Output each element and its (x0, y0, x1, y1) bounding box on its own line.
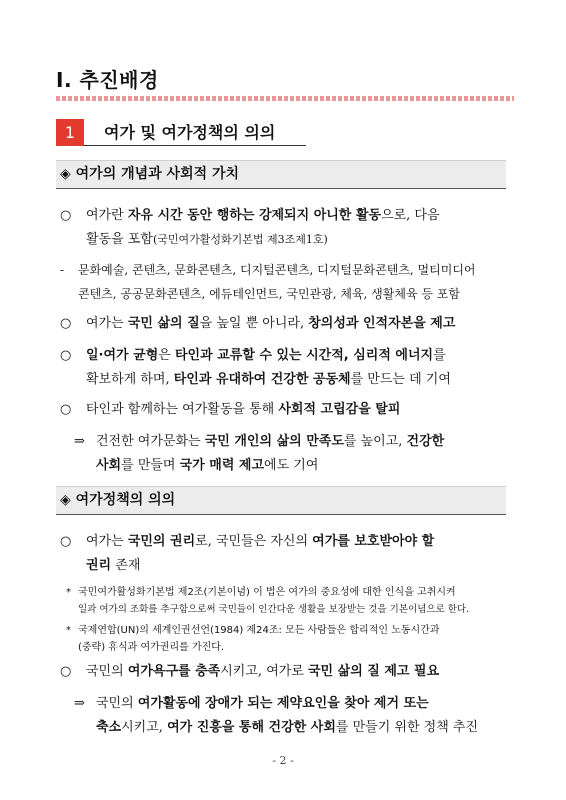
paragraph-leisure-definition: ○ 여가란 자유 시간 동안 행하는 강제되지 아니한 활동으로, 다음 활동을 포함(국민여가활성화기본법 제3조제1호) (60, 204, 516, 252)
page-number: - 2 - (272, 754, 294, 767)
paragraph-policy-promotion: ⇒ 국민의 여가활동에 장애가 되는 제약요인을 찾아 제거 또는 축소시키고, 여가 진흥을 통해 건강한 사회를 만들기 위한 정책 추진 (74, 692, 516, 740)
arrow-bullet: ⇒ (74, 434, 85, 449)
circle-bullet: ○ (60, 534, 72, 549)
footnote-un-declaration: * 국제연합(UN)의 세계인권선언(1984) 제24조: 모든 사람들은 합리적인 노동시간과 (중략) 휴식과 여가권리를 가진다. (66, 622, 516, 656)
circle-bullet: ○ (60, 348, 72, 363)
paragraph-social-isolation: ○ 타인과 함께하는 여가활동을 통해 사회적 고립감을 탈피 (60, 398, 516, 422)
diamond-marker-icon: ◈ (60, 492, 71, 508)
section-number-badge: 1 (56, 119, 84, 146)
chapter-heading: Ⅰ. 추진배경 (56, 68, 159, 92)
asterisk-marker: * (66, 625, 71, 636)
subsection-label: 여가의 개념과 사회적 가치 (75, 166, 240, 182)
diamond-marker-icon: ◈ (60, 166, 71, 182)
paragraph-included-activities: - 문화예술, 콘텐츠, 문화콘텐츠, 디지털콘텐츠, 디지털문화콘텐츠, 멀티미디어 콘텐츠, 공공문화콘텐츠, 에듀테인먼트, 국민관광, 체육, 생활체육 등 포함 (60, 258, 516, 306)
paragraph-work-life-balance: ○ 일·여가 균형은 타인과 교류할 수 있는 시간적, 심리적 에너지를 확보하게 하며, 타인과 유대하여 건강한 공동체를 만드는 데 기여 (60, 344, 516, 392)
dash-bullet: - (60, 263, 65, 277)
paragraph-leisure-right: ○ 여가는 국민의 권리로, 국민들은 자신의 여가를 보호받아야 할 권리 존재 (60, 530, 516, 578)
section-title-underline (84, 145, 306, 146)
circle-bullet: ○ (60, 316, 72, 331)
arrow-bullet: ⇒ (74, 696, 85, 711)
paragraph-quality-of-life: ○ 여가는 국민 삶의 질을 높일 뿐 아니라, 창의성과 인적자본을 제고 (60, 312, 516, 336)
circle-bullet: ○ (60, 208, 72, 223)
footnote-basic-law: * 국민여가활성화기본법 제2조(기본이념) 이 법은 여가의 중요성에 대한 인식을 고취시켜 일과 여가의 조화를 추구함으로써 국민들이 인간다운 생활을 보장받는 것을 기본이념으로 한다. (66, 584, 516, 618)
subsection-underline (56, 514, 506, 515)
paragraph-healthy-society: ⇒ 건전한 여가문화는 국민 개인의 삶의 만족도를 높이고, 건강한 사회를 만들며 국가 매력 제고에도 기여 (74, 430, 516, 478)
circle-bullet: ○ (60, 402, 72, 417)
subsection-label: 여가정책의 의의 (75, 492, 176, 508)
asterisk-marker: * (66, 587, 71, 598)
subsection-underline (56, 188, 506, 189)
subsection-title-policy (60, 486, 175, 514)
subsection-title-concept (60, 160, 239, 188)
paragraph-leisure-needs: ○ 국민의 여가욕구를 충족시키고, 여가로 국민 삶의 질 제고 필요 (60, 660, 516, 684)
circle-bullet: ○ (60, 664, 72, 679)
section-title: 여가 및 여가정책의 의의 (104, 123, 276, 142)
heading-divider (56, 96, 514, 101)
